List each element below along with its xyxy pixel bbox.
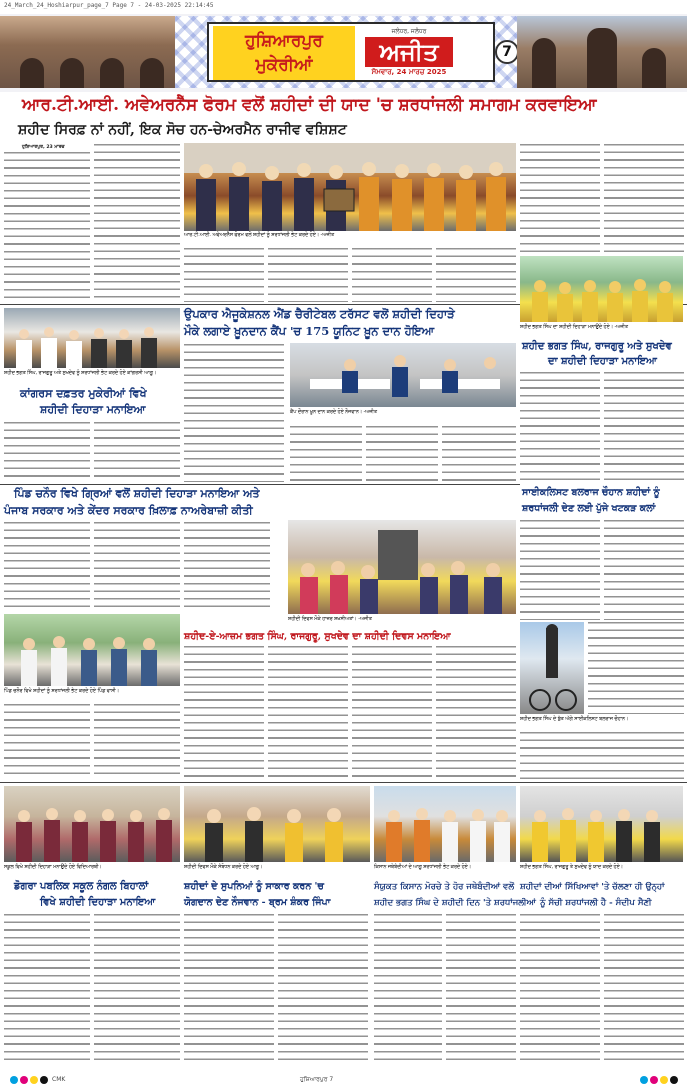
masthead-photo-left <box>0 16 175 88</box>
right-top-headline-1: ਸ਼ਹੀਦ ਭਗਤ ਸਿੰਘ, ਰਾਜਗੁਰੂ ਅਤੇ ਸੁਖਦੇਵ <box>522 341 672 352</box>
main-text-col2 <box>94 144 180 302</box>
blood-text-col1 <box>184 344 284 482</box>
page-footer <box>0 1072 687 1089</box>
main-photo <box>184 143 516 231</box>
main-text-col1 <box>4 152 90 302</box>
page-number-badge: 7 <box>495 40 519 64</box>
school-text-col2 <box>94 914 180 1064</box>
blood-caption: ਕੈਂਪ ਦੌਰਾਨ ਖ਼ੂਨ ਦਾਨ ਕਰਦੇ ਹੋਏ ਨੌਜਵਾਨ। -ਅਜੀਤ <box>290 410 377 415</box>
congress-photo <box>4 308 180 368</box>
teachings-caption: ਸ਼ਹੀਦ ਭਗਤ ਸਿੰਘ, ਰਾਜਗੁਰੂ ਤੇ ਸੁਖਦੇਵ ਨੂੰ ਯਾਦ ਕਰਦੇ ਹੋਏ। <box>520 865 623 870</box>
divider <box>0 782 687 783</box>
main-text-col4 <box>268 248 348 302</box>
dreams-text-col2 <box>278 914 368 1064</box>
cyclist-headline-2: ਸ਼ਰਧਾਂਜਲੀ ਦੇਣ ਲਈ ਪੁੱਜੇ ਖਟਕੜ ਕਲਾਂ <box>522 503 656 514</box>
cyclist-photo <box>520 622 584 714</box>
print-slug: 24_March_24_Hoshiarpur_page_7 Page 7 - 24-03-2025 22:14:45 <box>4 2 214 9</box>
dreams-text-col1 <box>184 914 274 1064</box>
masthead-photo-right <box>517 16 687 88</box>
cyclist-caption: ਸ਼ਹੀਦ ਭਗਤ ਸਿੰਘ ਦੇ ਬੁੱਤ ਅੱਗੇ ਸਾਈਕਲਿਸਟ ਬਲਰਾਜ ਚੌਹਾਨ। <box>520 717 629 722</box>
masthead-small: ਜਲੰਧਰ, ਜਲੰਧਰ <box>391 28 427 35</box>
village-text-col2 <box>94 522 180 612</box>
village-text-col1 <box>4 522 90 612</box>
cyclist-text-col4 <box>520 732 684 780</box>
school-caption: ਸਕੂਲ ਵਿਖੇ ਸ਼ਹੀਦੀ ਦਿਹਾੜਾ ਮਨਾਉਂਦੇ ਹੋਏ ਵਿਦਿਆਰਥੀ। <box>4 865 102 870</box>
teachings-text-col2 <box>604 914 684 1064</box>
teachings-text-col1 <box>520 914 600 1064</box>
kisan-text-col1 <box>374 914 442 1064</box>
main-headline: ਆਰ.ਟੀ.ਆਈ. ਅਵੇਅਰਨੈੱਸ ਫੋਰਮ ਵਲੋਂ ਸ਼ਹੀਦਾਂ ਦੀ ਯਾਦ 'ਚ ਸ਼ਰਧਾਂਜਲੀ ਸਮਾਗਮ ਕਰਵਾਇਆ <box>22 95 597 115</box>
blood-headline-1: ਉਪਕਾਰ ਐਜੂਕੇਸ਼ਨਲ ਐਂਡ ਚੈਰੀਟੇਬਲ ਟਰੱਸਟ ਵਲੋਂ ਸ਼ਹੀਦੀ ਦਿਹਾੜੇ <box>184 307 455 321</box>
cyclist-text-col2 <box>604 520 684 620</box>
rajguru-caption: ਸ਼ਹੀਦੀ ਦਿਵਸ ਮੌਕੇ ਹਾਜ਼ਰ ਸ਼ਖ਼ਸੀਅਤਾਂ। -ਅਜੀਤ <box>288 617 372 622</box>
teachings-photo <box>520 786 683 862</box>
right-top-headline-2: ਦਾ ਸ਼ਹੀਦੀ ਦਿਹਾੜਾ ਮਨਾਇਆ <box>548 356 657 367</box>
teachings-headline-2: ਨੂੰ ਸੱਚੀ ਸ਼ਰਧਾਂਜਲੀ ਹੈ - ਸੰਦੀਪ ਸੈਣੀ <box>540 898 652 908</box>
right-top-text-col3 <box>520 372 600 482</box>
right-top-text-col1 <box>520 144 600 254</box>
village-photo <box>4 614 180 686</box>
congress-caption: ਸ਼ਹੀਦ ਭਗਤ ਸਿੰਘ, ਰਾਜਗੁਰੂ ਅਤੇ ਸੁਖਦੇਵ ਨੂੰ ਸ਼ਰਧਾਂਜਲੀ ਭੇਟ ਕਰਦੇ ਹੋਏ ਕਾਂਗਰਸੀ ਆਗੂ। <box>4 371 157 376</box>
cyclist-headline-1: ਸਾਈਕਲਿਸਟ ਬਲਰਾਜ ਚੌਹਾਨ ਸ਼ਹੀਦਾਂ ਨੂੰ <box>522 487 660 498</box>
cyclist-text-col3 <box>588 622 684 714</box>
masthead-city <box>213 26 355 80</box>
congress-headline-1: ਕਾਂਗਰਸ ਦਫ਼ਤਰ ਮੁਕੇਰੀਆਂ ਵਿਖੇ <box>20 387 147 400</box>
school-photo <box>4 786 180 862</box>
rally-photo <box>520 256 683 322</box>
masthead-brand <box>359 28 459 77</box>
masthead <box>0 14 687 92</box>
city-name-line2: ਮੁਕੇਰੀਆਂ <box>255 55 313 75</box>
main-photo-caption: ਆਰ.ਟੀ.ਆਈ. ਅਵੇਅਰਨੈੱਸ ਫੋਰਮ ਵਲੋਂ ਸ਼ਹੀਦਾਂ ਨੂੰ ਸ਼ਰਧਾਂਜਲੀ ਭੇਟ ਕਰਦੇ ਹੋਏ। -ਅਜੀਤ <box>184 233 335 238</box>
masthead-title-box <box>207 22 495 82</box>
right-top-text-col4 <box>604 372 684 482</box>
congress-text-col1 <box>4 422 90 482</box>
kisan-photo <box>374 786 516 862</box>
kisan-headline-2: ਸ਼ਹੀਦ ਭਗਤ ਸਿੰਘ ਦੇ ਸ਼ਹੀਦੀ ਦਿਨ 'ਤੇ ਸ਼ਰਧਾਂਜਲੀਆਂ <box>374 898 536 908</box>
kisan-caption: ਕਿਸਾਨ ਜਥੇਬੰਦੀਆਂ ਦੇ ਆਗੂ ਸ਼ਰਧਾਂਜਲੀ ਭੇਟ ਕਰਦੇ ਹੋਏ। <box>374 865 471 870</box>
blood-photo <box>290 343 516 407</box>
city-name-line1: ਹੁਸ਼ਿਆਰਪੁਰ <box>245 31 323 51</box>
school-headline-1: ਡੋਗਰਾ ਪਬਲਿਕ ਸਕੂਲ ਨੰਗਲ ਬਿਹਾਲਾਂ <box>14 881 149 892</box>
cyclist-text-col1 <box>520 520 600 620</box>
footer-registration: CMK <box>52 1076 66 1083</box>
issue-date: ਸੋਮਵਾਰ, 24 ਮਾਰਚ 2025 <box>371 68 447 76</box>
dreams-headline-1: ਸ਼ਹੀਦਾਂ ਦੇ ਸੁਪਨਿਆਂ ਨੂੰ ਸਾਕਾਰ ਕਰਨ 'ਚ <box>184 881 324 892</box>
village-text-col3 <box>184 522 270 612</box>
right-top-text-col2 <box>604 144 684 254</box>
blood-text-col2 <box>290 426 362 482</box>
dreams-photo <box>184 786 370 862</box>
rajguru-text-col3 <box>352 646 432 780</box>
newspaper-logo: ਅਜੀਤ <box>365 37 453 67</box>
dreams-caption: ਸ਼ਹੀਦੀ ਦਿਵਸ ਮੌਕੇ ਸੰਬੋਧਨ ਕਰਦੇ ਹੋਏ ਆਗੂ। <box>184 865 263 870</box>
main-dateline: ਹੁਸ਼ਿਆਰਪੁਰ, 23 ਮਾਰਚ <box>22 145 65 150</box>
main-text-col3 <box>184 248 264 302</box>
footer-page-label: ਹੁਸ਼ਿਆਰਪੁਰ 7 <box>300 1076 334 1083</box>
rajguru-photo <box>288 520 516 614</box>
congress-text-col2 <box>94 422 180 482</box>
dreams-headline-2: ਯੋਗਦਾਨ ਦੇਣ ਨੌਜਵਾਨ - ਬ੍ਰਮ ਸ਼ੰਕਰ ਜਿੰਪਾ <box>184 897 331 908</box>
school-text-col1 <box>4 914 90 1064</box>
kisan-headline-1: ਸੰਯੁਕਤ ਕਿਸਾਨ ਮੋਰਚੇ ਤੇ ਹੋਰ ਜਥੇਬੰਦੀਆਂ ਵਲੋਂ <box>374 882 515 892</box>
teachings-headline-1: ਸ਼ਹੀਦਾਂ ਦੀਆਂ ਸਿੱਖਿਆਵਾਂ 'ਤੇ ਚੱਲਣਾ ਹੀ ਉਨ੍ਹਾਂ <box>520 882 665 892</box>
village-text-col5 <box>94 704 180 780</box>
main-text-col5 <box>352 248 432 302</box>
rajguru-text-col2 <box>268 646 348 780</box>
rally-caption: ਸ਼ਹੀਦ ਭਗਤ ਸਿੰਘ ਦਾ ਸ਼ਹੀਦੀ ਦਿਹਾੜਾ ਮਨਾਉਂਦੇ ਹੋਏ। -ਅਜੀਤ <box>520 325 628 330</box>
village-caption: ਪਿੰਡ ਚਨੌਰ ਵਿਖੇ ਸ਼ਹੀਦਾਂ ਨੂੰ ਸ਼ਰਧਾਂਜਲੀ ਭੇਟ ਕਰਦੇ ਹੋਏ ਪਿੰਡ ਵਾਸੀ। <box>4 689 119 694</box>
congress-headline-2: ਸ਼ਹੀਦੀ ਦਿਹਾੜਾ ਮਨਾਇਆ <box>40 403 146 416</box>
rajguru-headline: ਸ਼ਹੀਦ-ਏ-ਆਜ਼ਮ ਭਗਤ ਸਿੰਘ, ਰਾਜਗੁਰੂ, ਸੁਖਦੇਵ ਦਾ ਸ਼ਹੀਦੀ ਦਿਵਸ ਮਨਾਇਆ <box>184 631 451 642</box>
rajguru-text-col1 <box>184 646 264 780</box>
divider <box>0 484 520 485</box>
rajguru-text-col4 <box>436 646 516 780</box>
village-headline-1: ਪਿੰਡ ਚਨੌਰ ਵਿਖੇ ਗ੍ਰਿਆਂ ਵਲੋਂ ਸ਼ਹੀਦੀ ਦਿਹਾੜਾ ਮਨਾਇਆ ਅਤੇ <box>14 487 260 500</box>
school-headline-2: ਵਿਖੇ ਸ਼ਹੀਦੀ ਦਿਹਾੜਾ ਮਨਾਇਆ <box>40 897 156 908</box>
kisan-text-col2 <box>446 914 516 1064</box>
blood-text-col3 <box>366 426 438 482</box>
blood-headline-2: ਮੌਕੇ ਲਗਾਏ ਖ਼ੂਨਦਾਨ ਕੈਂਪ 'ਚ 175 ਯੂਨਿਟ ਖ਼ੂਨ ਦਾਨ ਹੋਇਆ <box>184 324 435 338</box>
main-subhead: ਸ਼ਹੀਦ ਸਿਰਫ਼ ਨਾਂ ਨਹੀਂ, ਇਕ ਸੋਚ ਹਨ-ਚੇਅਰਮੈਨ ਰਾਜੀਵ ਵਸ਼ਿਸ਼ਟ <box>18 122 347 138</box>
blood-text-col4 <box>442 426 516 482</box>
village-text-col4 <box>4 704 90 780</box>
village-headline-2: ਪੰਜਾਬ ਸਰਕਾਰ ਅਤੇ ਕੇਂਦਰ ਸਰਕਾਰ ਖ਼ਿਲਾਫ਼ ਨਾਅਰੇਬਾਜ਼ੀ ਕੀਤੀ <box>4 504 253 517</box>
main-text-col6 <box>436 248 516 302</box>
